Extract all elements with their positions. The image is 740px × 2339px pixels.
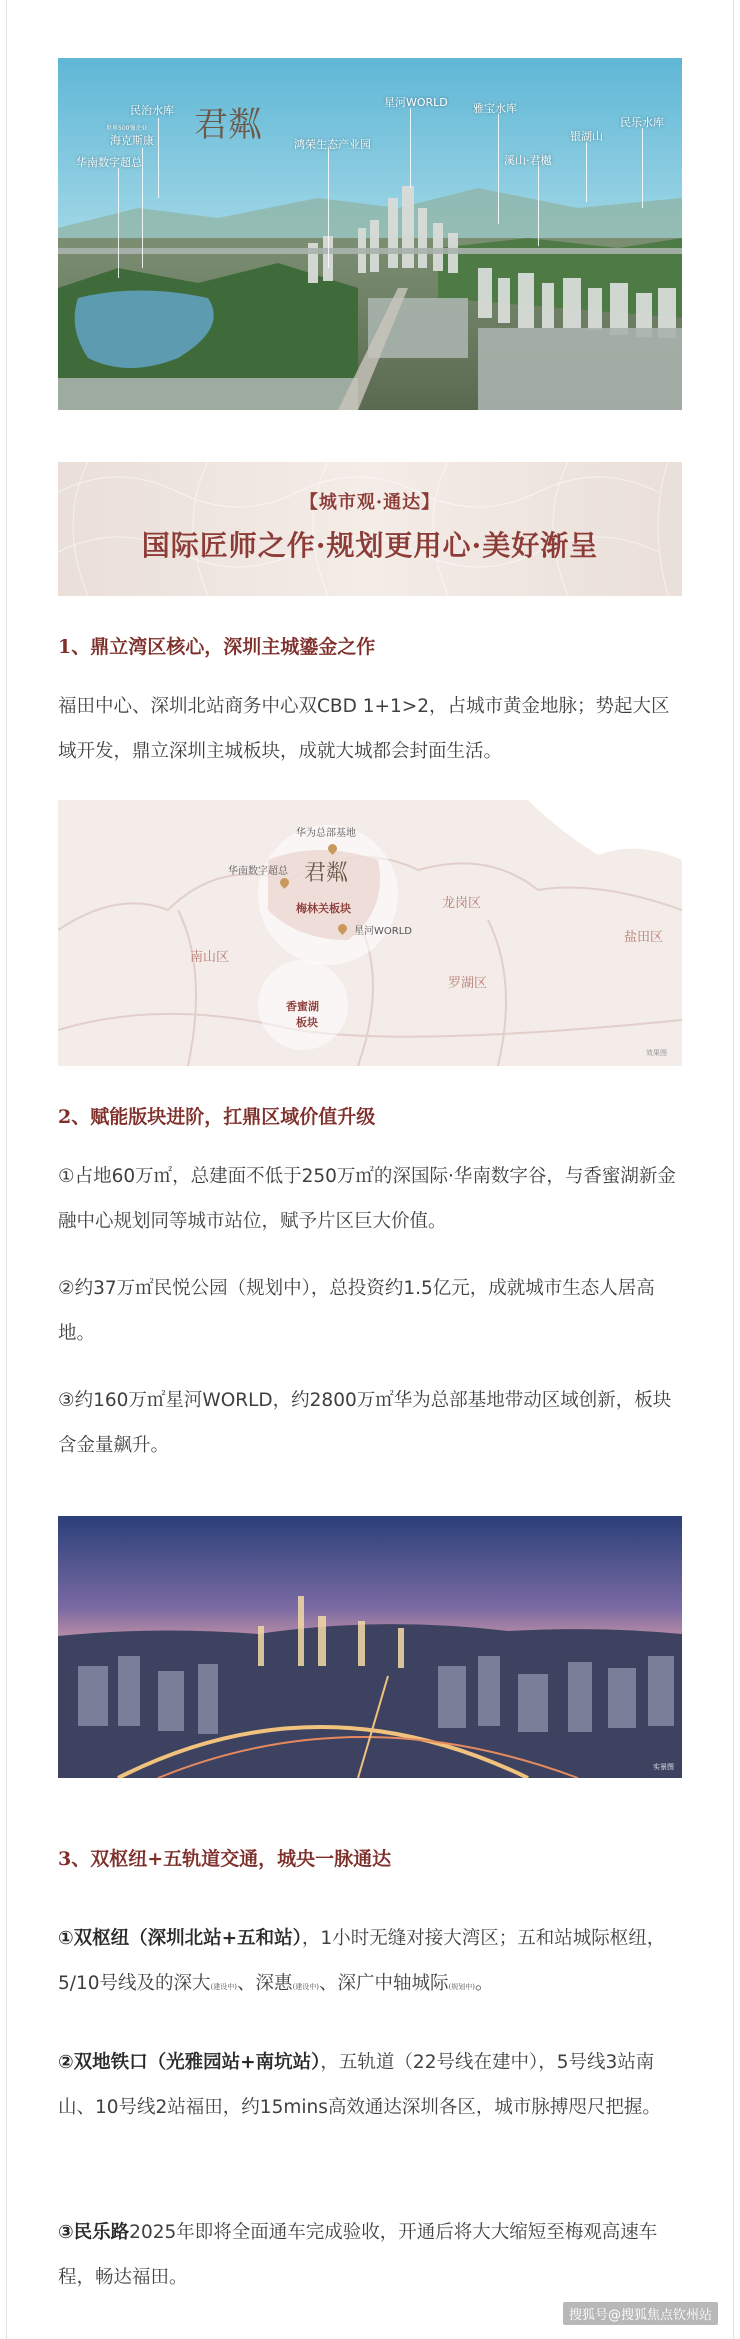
section3-item-3 (58, 2210, 688, 2300)
label-yinhu: 银湖山 (570, 130, 603, 143)
section3-item3-rest: 2025年即将全面通车完成验收，开通后将大大缩短至梅观高速车程，畅达福田。 (58, 2222, 658, 2288)
poi-xiangmi-1: 香蜜湖 (286, 1000, 319, 1013)
page-border-right (733, 0, 734, 2339)
label-minle: 民乐水库 (620, 116, 664, 129)
section3-item-2 (58, 2040, 688, 2130)
note-guihua: (规划中) (448, 1983, 475, 1991)
label-haikesi: 海克斯康 (110, 134, 154, 147)
map-logo: 君粼 (304, 861, 349, 886)
section3-item1-b: 、深惠 (237, 1973, 293, 1994)
map-note: 效果图 (646, 1049, 667, 1057)
section3-item2-bold: ②双地铁口（光雅园站+南坑站） (58, 2052, 321, 2073)
district-longgang: 龙岗区 (442, 896, 482, 911)
section2-item-2: ②约37万㎡民悦公园（规划中），总投资约1.5亿元，成就城市生态人居高地。 (58, 1278, 655, 1344)
poi-xiangmi-2: 板块 (296, 1016, 318, 1029)
note-jianshe-2: (建设中) (292, 1983, 319, 1991)
label-hongtao: 鸿荣生态产业园 (294, 138, 371, 151)
district-yantian: 盐田区 (624, 930, 664, 945)
page-border-left (6, 0, 7, 2339)
section2-item-3: ③约160万㎡星河WORLD，约2800万㎡华为总部基地带动区域创新，板块含金量飙升。 (58, 1390, 672, 1456)
poi-meilin: 梅林关板块 (296, 902, 351, 915)
section3-item-1 (58, 1916, 688, 2010)
district-map (58, 800, 682, 1066)
banner-title: 国际匠师之作·规划更用心·美好渐呈 (141, 529, 599, 562)
district-nanshan: 南山区 (190, 950, 230, 965)
section3-item1-c: 、深广中轴城际 (319, 1973, 449, 1994)
section3-item1-d: 。 (474, 1973, 494, 1994)
section3-item1-a: ，1小时无缝对接大湾区；五和站城际枢纽，5/10号线及的深大 (58, 1928, 666, 1994)
label-minzhi: 民治水库 (130, 104, 174, 117)
section1-heading: 1、鼎立湾区核心，深圳主城鎏金之作 (58, 636, 376, 658)
project-logo: 君粼 (194, 105, 262, 145)
district-luohu: 罗湖区 (448, 976, 488, 991)
section3-item2-rest: ，五轨道（22号线在建中），5号线3站南山、10号线2站福田，约15mins高效通达深圳各区，城市脉搏咫尺把握。 (58, 2052, 661, 2118)
banner-subtitle: 【城市观·通达】 (299, 492, 441, 513)
label-xishan: 溪山·君樾 (504, 154, 552, 167)
label-yabao: 雅宝水库 (473, 102, 517, 115)
note-jianshe-1: (建设中) (210, 1983, 238, 1991)
source-watermark: 搜狐号@搜狐焦点钦州站 (563, 2302, 718, 2325)
section2-heading: 2、赋能版块进阶，扛鼎区域价值升级 (58, 1106, 376, 1128)
poi-huanan: 华南数字超总 (228, 866, 288, 877)
poi-huawei: 华为总部基地 (296, 828, 356, 839)
label-xinghe: 星河WORLD (384, 96, 448, 109)
section3-heading: 3、双枢纽+五轨道交通，城央一脉通达 (58, 1848, 392, 1870)
section3-item1-bold: ①双枢纽（深圳北站+五和站） (58, 1928, 302, 1949)
aerial-photo (58, 58, 682, 410)
night-city-photo (58, 1516, 682, 1778)
photo2-note: 实景图 (653, 1763, 674, 1771)
section1-body: 福田中心、深圳北站商务中心双CBD 1+1>2，占城市黄金地脉；势起大区域开发，鼎立深圳主城板块，成就大城都会封面生活。 (58, 696, 670, 762)
label-haikesi-sub: 世界500强企业 (106, 125, 148, 132)
section3-item3-bold: ③民乐路 (58, 2222, 130, 2243)
label-huanan: 华南数字超总 (76, 156, 142, 169)
section-banner (58, 462, 682, 596)
section2-item-1: ①占地60万㎡，总建面不低于250万㎡的深国际·华南数字谷，与香蜜湖新金融中心规划同等城市站位，赋予片区巨大价值。 (58, 1166, 676, 1232)
poi-xinghe: 星河WORLD (354, 926, 412, 937)
